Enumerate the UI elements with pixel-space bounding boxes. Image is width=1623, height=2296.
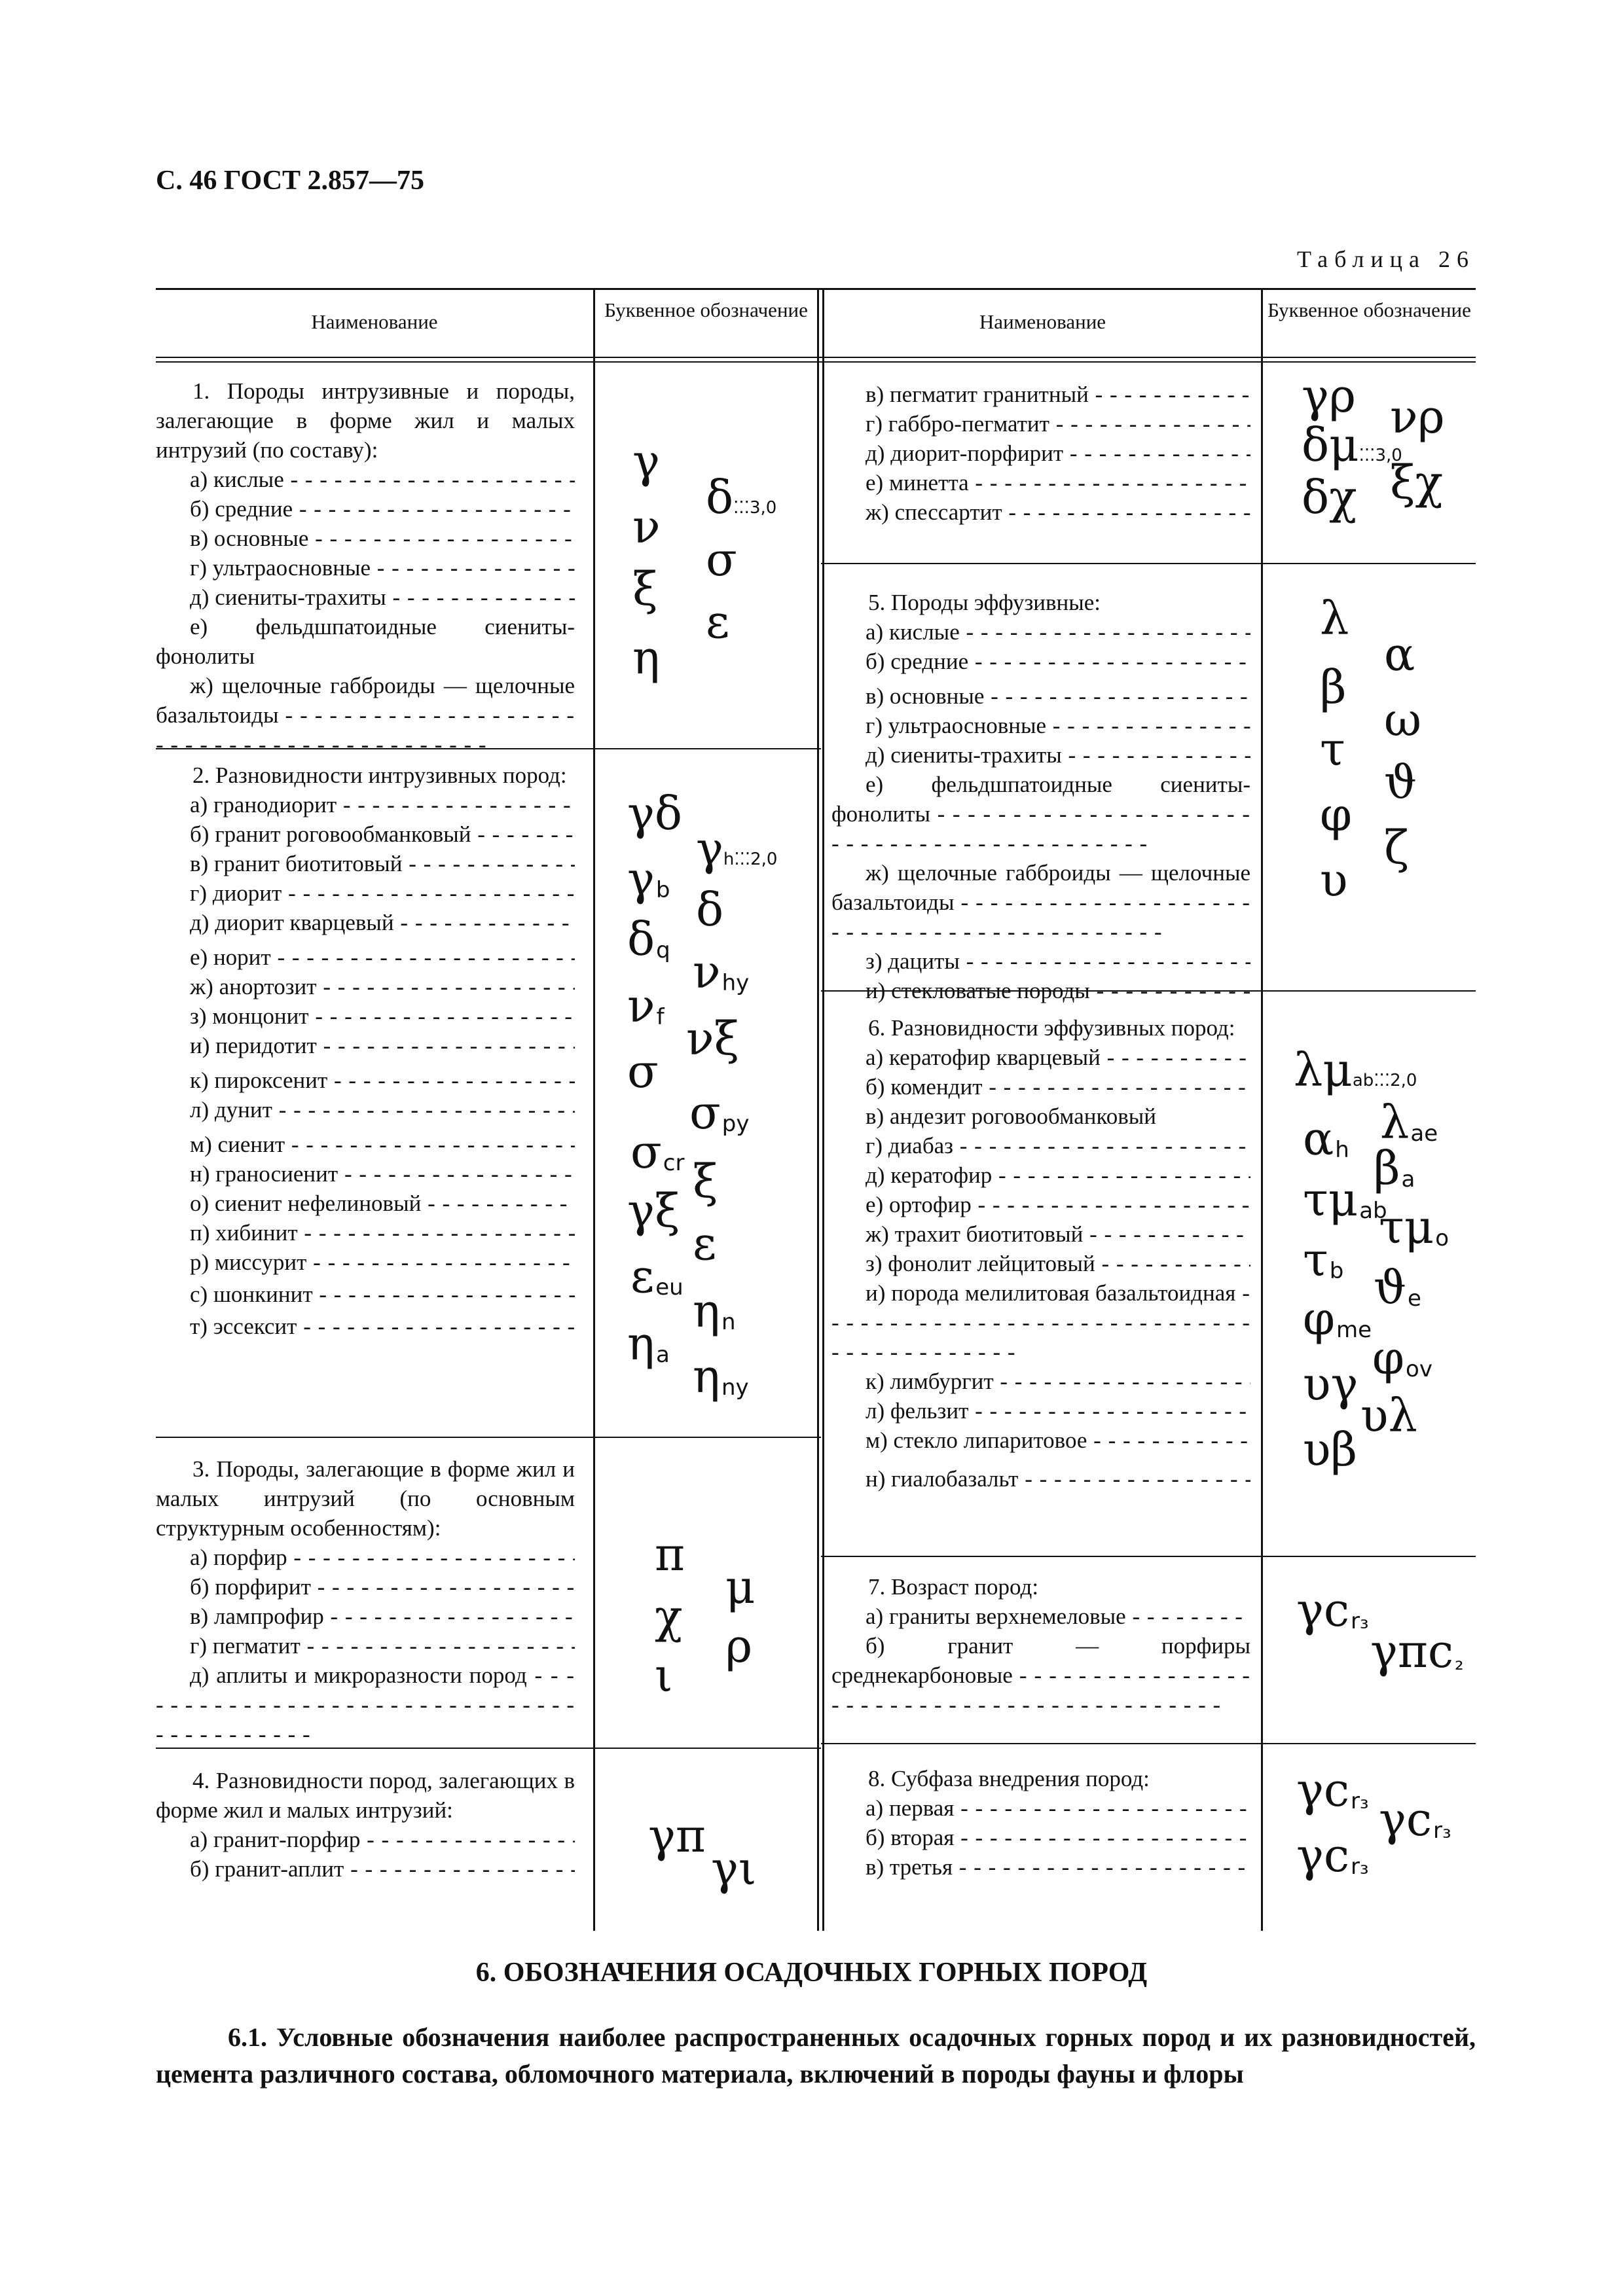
symbol-eta-n: $\eta_n$: [693, 1284, 736, 1338]
col-header-symbol: Буквенное обозначение: [1267, 298, 1471, 321]
symbol-eta-ny: $\eta_{ny}$: [693, 1350, 749, 1403]
list-item: ж) анортозит - - -: [156, 972, 575, 1001]
list-item: л) фельзит - - -: [831, 1396, 1250, 1426]
symbol-gamma-pi: γπ: [648, 1809, 706, 1863]
symbol-gamma-c2-r3: $\gamma c_{r_3}$: [1379, 1793, 1451, 1846]
symbol-phi-ov: $\varphi_{ov}$: [1372, 1331, 1432, 1385]
symbol-gamma-rho: γρ: [1302, 369, 1356, 423]
row-rule: [821, 563, 1476, 564]
list-item: а) кислые - - -: [831, 617, 1250, 647]
symbol-lambda-mu-ab: λμab⁚⁚⁚2,0: [1294, 1043, 1417, 1097]
list-item: а) кератофир кварцевый - - -: [831, 1043, 1250, 1072]
list-item: в) пегматит гранитный - - -: [831, 380, 1250, 409]
symbol-upsilon-beta: υβ: [1303, 1423, 1358, 1477]
list-item: б) вторая - - -: [831, 1823, 1250, 1852]
list-item: д) сиениты-трахиты - - -: [831, 740, 1250, 770]
symbol-tau: τ: [1320, 723, 1345, 776]
list-item: ж) щелочные габброиды — щелочные базальтоиды - - -: [831, 858, 1250, 946]
list-item: в) основные - - -: [831, 681, 1250, 711]
list-item: к) лимбургит - - -: [831, 1367, 1250, 1396]
list-item: г) габбро-пегматит - - -: [831, 409, 1250, 439]
symbol-eta-a: $\eta_a$: [627, 1317, 670, 1371]
table-top-rule: [156, 288, 1476, 290]
symbol-sigma-cr: $\sigma_{cr}$: [630, 1125, 685, 1179]
row-rule: [821, 1556, 1476, 1557]
symbol-gamma-b: $\gamma_b$: [627, 852, 670, 906]
symbol-gamma-pi-c2: γπc$_{_2}$: [1370, 1624, 1464, 1678]
list-item: б) гранит-аплит - - -: [156, 1854, 575, 1884]
symbol-lambda: λ: [1320, 592, 1349, 645]
section-1: [156, 376, 575, 759]
list-item: в) третья - - -: [831, 1852, 1250, 1882]
symbol-delta-q: $\delta_q$: [627, 912, 670, 966]
symbol-nu-hy: $\nu_{hy}$: [693, 945, 750, 999]
list-item: з) фонолит лейцитовый - - -: [831, 1249, 1250, 1278]
list-item: и) стекловатые породы - - -: [831, 976, 1250, 1005]
symbol-sigma-py: $\sigma_{py}$: [689, 1086, 750, 1139]
list-item: в) андезит роговообманковый: [866, 1103, 1156, 1129]
list-item: н) граносиенит - - -: [156, 1159, 575, 1189]
symbol-nu: ν: [632, 500, 661, 554]
symbol-mu: μ: [725, 1560, 756, 1614]
list-item: а) граниты верхнемеловые - - -: [831, 1602, 1250, 1631]
section-6-title: 6. Разновидности эффузивных пород:: [868, 1015, 1235, 1041]
symbol-theta-e: $ϑ_e$: [1374, 1261, 1421, 1314]
header-rule-2: [156, 361, 1476, 363]
section-7-title: 7. Возраст пород:: [868, 1574, 1039, 1600]
symbol-zeta: ζ: [1384, 821, 1409, 874]
list-item: м) стекло липаритовое - - -: [831, 1426, 1250, 1455]
symbol-tau-mu-ab: $\tau\mu_{ab}$: [1303, 1173, 1387, 1227]
symbol-delta: δ: [696, 883, 724, 937]
symbol-xi: ξ: [632, 562, 658, 616]
symbol-gamma: γ: [632, 435, 660, 488]
page-header: С. 46 ГОСТ 2.857—75: [156, 166, 425, 196]
col-header-name: Наименование: [979, 310, 1106, 333]
list-item: а) гранодиорит - - -: [156, 790, 575, 819]
section-2-title: 2. Разновидности интрузивных пород:: [192, 762, 567, 788]
list-item: д) сиениты-трахиты - - -: [156, 583, 575, 612]
list-item: и) перидотит - - -: [156, 1031, 575, 1060]
col-header-name: Наименование: [311, 310, 438, 333]
list-item: л) дунит - - -: [156, 1095, 575, 1124]
list-item: з) монцонит - - -: [156, 1001, 575, 1031]
symbol-phi-me: $\varphi_{me}$: [1303, 1292, 1372, 1346]
list-item: г) пегматит - - -: [156, 1631, 575, 1660]
section-8: [831, 1764, 1250, 1882]
list-item: д) кератофир - - -: [831, 1160, 1250, 1190]
symbol-pi: π: [655, 1528, 685, 1581]
list-item: п) хибинит - - -: [156, 1218, 575, 1247]
symbol-xi: ξ: [693, 1155, 718, 1208]
symbol-epsilon: ε: [706, 595, 730, 649]
list-item: б) порфирит - - -: [156, 1572, 575, 1602]
section-5-title: 5. Породы эффузивные:: [868, 590, 1101, 615]
section-4: [156, 1766, 575, 1884]
header-rule: [156, 357, 1476, 358]
list-item: ж) спессартит - - -: [831, 497, 1250, 527]
row-rule: [821, 1743, 1476, 1744]
symbol-beta: β: [1320, 660, 1347, 714]
list-item: в) гранит биотитовый - - -: [156, 849, 575, 878]
symbol-gamma-c1-r3: $\gamma c_{r_3}$: [1296, 1763, 1369, 1817]
symbol-alpha: α: [1384, 628, 1415, 681]
list-item: к) пироксенит - - -: [156, 1066, 575, 1095]
symbol-upsilon-gamma: υγ: [1303, 1357, 1359, 1411]
list-item: ж) трахит биотитовый - - -: [831, 1219, 1250, 1249]
symbol-delta-mu: δμ⁚⁚⁚3,0: [1302, 418, 1402, 472]
list-item: г) диорит - - -: [156, 878, 575, 908]
symbol-tau-mu-o: $\tau\mu_o$: [1379, 1200, 1450, 1254]
section-5: [831, 588, 1250, 1005]
symbol-nu-xi: νξ: [686, 1012, 740, 1066]
list-item: е) ортофир - - -: [831, 1190, 1250, 1219]
symbol-gamma-h: γh⁚⁚⁚2,0: [696, 822, 778, 876]
list-item: г) ультраосновные - - -: [156, 553, 575, 583]
col-rule: [817, 288, 819, 1931]
symbol-sigma: σ: [706, 533, 737, 586]
symbol-tau-b: $\tau_b$: [1303, 1233, 1344, 1287]
symbol-nu-rho: νρ: [1390, 390, 1445, 444]
symbol-gamma-c3-r3: $\gamma c_{r_3}$: [1296, 1829, 1369, 1882]
list-item: е) норит - - -: [156, 942, 575, 972]
table-label: Таблица 26: [1297, 246, 1475, 272]
symbol-gamma-xi: γξ: [627, 1184, 680, 1238]
row-rule: [156, 1437, 821, 1438]
symbol-gamma-delta: γδ: [627, 787, 682, 840]
symbol-xi-chi: ξχ: [1390, 456, 1443, 509]
symbol-alpha-h: $\alpha_h$: [1303, 1112, 1349, 1166]
list-item: ж) щелочные габброиды — щелочные базальтоиды - - -: [156, 671, 575, 759]
list-item: е) фельдшпатоидные сиениты-фонолиты - - -: [831, 770, 1250, 858]
list-item: з) дациты - - -: [831, 946, 1250, 976]
symbol-delta-chi: δχ: [1302, 471, 1357, 524]
list-item: д) аплиты и микроразности пород - - -: [156, 1660, 575, 1749]
symbol-iota: ι: [655, 1649, 673, 1702]
table-26: [156, 288, 1476, 1931]
col-rule: [1261, 288, 1263, 1931]
symbol-gamma-iota: γι: [711, 1842, 757, 1895]
col-rule: [593, 288, 595, 1931]
section-4-title: 4. Разновидности пород, залегающих в форме жил и малых интрузий:: [156, 1768, 575, 1823]
symbol-delta: δ⁚⁚⁚3,0: [706, 471, 777, 524]
list-item: в) основные - - -: [156, 524, 575, 553]
symbol-omega: ω: [1384, 693, 1422, 747]
list-item: н) гиалобазальт - - -: [831, 1464, 1250, 1494]
symbol-epsilon-eu: $\varepsilon_{eu}$: [630, 1249, 684, 1303]
list-item: м) сиенит - - -: [156, 1130, 575, 1159]
list-item: о) сиенит нефелиновый - - -: [156, 1189, 575, 1218]
list-item: б) средние - - -: [156, 494, 575, 524]
section-2: [156, 761, 575, 1341]
symbol-upsilon: υ: [1320, 853, 1348, 907]
symbol-theta: ϑ: [1384, 755, 1417, 809]
list-item: в) лампрофир - - -: [156, 1602, 575, 1631]
symbol-beta-a: $\beta_a$: [1374, 1141, 1415, 1195]
symbol-epsilon: ε: [693, 1217, 717, 1270]
list-item: а) гранит-порфир - - -: [156, 1825, 575, 1854]
section-8-title: 8. Субфаза внедрения пород:: [868, 1766, 1150, 1791]
symbol-gamma-cr3: $\gamma c_{r_3}$: [1296, 1583, 1369, 1637]
symbol-phi: φ: [1320, 788, 1353, 842]
section-3: [156, 1454, 575, 1749]
list-item: т) эссексит - - -: [156, 1312, 575, 1341]
symbol-lambda-ae: $\lambda_{ae}$: [1380, 1096, 1438, 1149]
paragraph-6-1: 6.1. Условные обозначения наиболее распространенных осадочных горных пород и их разновидностей, цемента различного состава, обломочного материала, включений в породы фауны и флоры: [156, 2022, 1476, 2089]
col-rule: [822, 288, 824, 1931]
section-3-title: 3. Породы, залегающие в форме жил и малых интрузий (по основным структурным особенностям):: [156, 1456, 575, 1541]
list-item: д) диорит-порфирит - - -: [831, 439, 1250, 468]
list-item: б) комендит - - -: [831, 1072, 1250, 1102]
section-4-cont: [831, 380, 1250, 527]
list-item: б) гранит роговообманковый - - -: [156, 819, 575, 849]
list-item: д) диорит кварцевый - - -: [156, 908, 575, 937]
symbol-sigma: σ: [627, 1045, 659, 1098]
symbol-upsilon-lambda: υλ: [1360, 1389, 1417, 1443]
section-1-title: 1. Породы интрузивные и породы, залегающие в форме жил и малых интрузий (по составу):: [156, 378, 575, 463]
list-item: е) фельдшпатоидные сиениты-фонолиты: [156, 614, 575, 669]
symbol-eta: η: [632, 631, 660, 685]
section-6: [831, 1013, 1250, 1494]
symbol-chi: χ: [655, 1590, 683, 1643]
list-item: а) первая - - -: [831, 1793, 1250, 1823]
list-item: б) гранит — порфиры среднекарбоновые - - -: [831, 1631, 1250, 1719]
section-7: [831, 1572, 1250, 1719]
symbol-rho: ρ: [725, 1619, 753, 1673]
list-item: и) порода мелилитовая базальтоидная - - -: [831, 1278, 1250, 1367]
symbol-nu-f: $\nu_f$: [627, 979, 665, 1033]
list-item: г) ультраосновные - - -: [831, 711, 1250, 740]
section-title: 6. ОБОЗНАЧЕНИЯ ОСАДОЧНЫХ ГОРНЫХ ПОРОД: [475, 1958, 1148, 1988]
list-item: а) кислые - - -: [156, 465, 575, 494]
list-item: г) диабаз - - -: [831, 1131, 1250, 1160]
list-item: е) минетта - - -: [831, 468, 1250, 497]
col-header-symbol: Буквенное обозначение: [604, 298, 808, 321]
list-item: б) средние - - -: [831, 647, 1250, 676]
list-item: с) шонкинит - - -: [156, 1280, 575, 1309]
list-item: р) миссурит - - -: [156, 1247, 575, 1277]
list-item: а) порфир - - -: [156, 1543, 575, 1572]
